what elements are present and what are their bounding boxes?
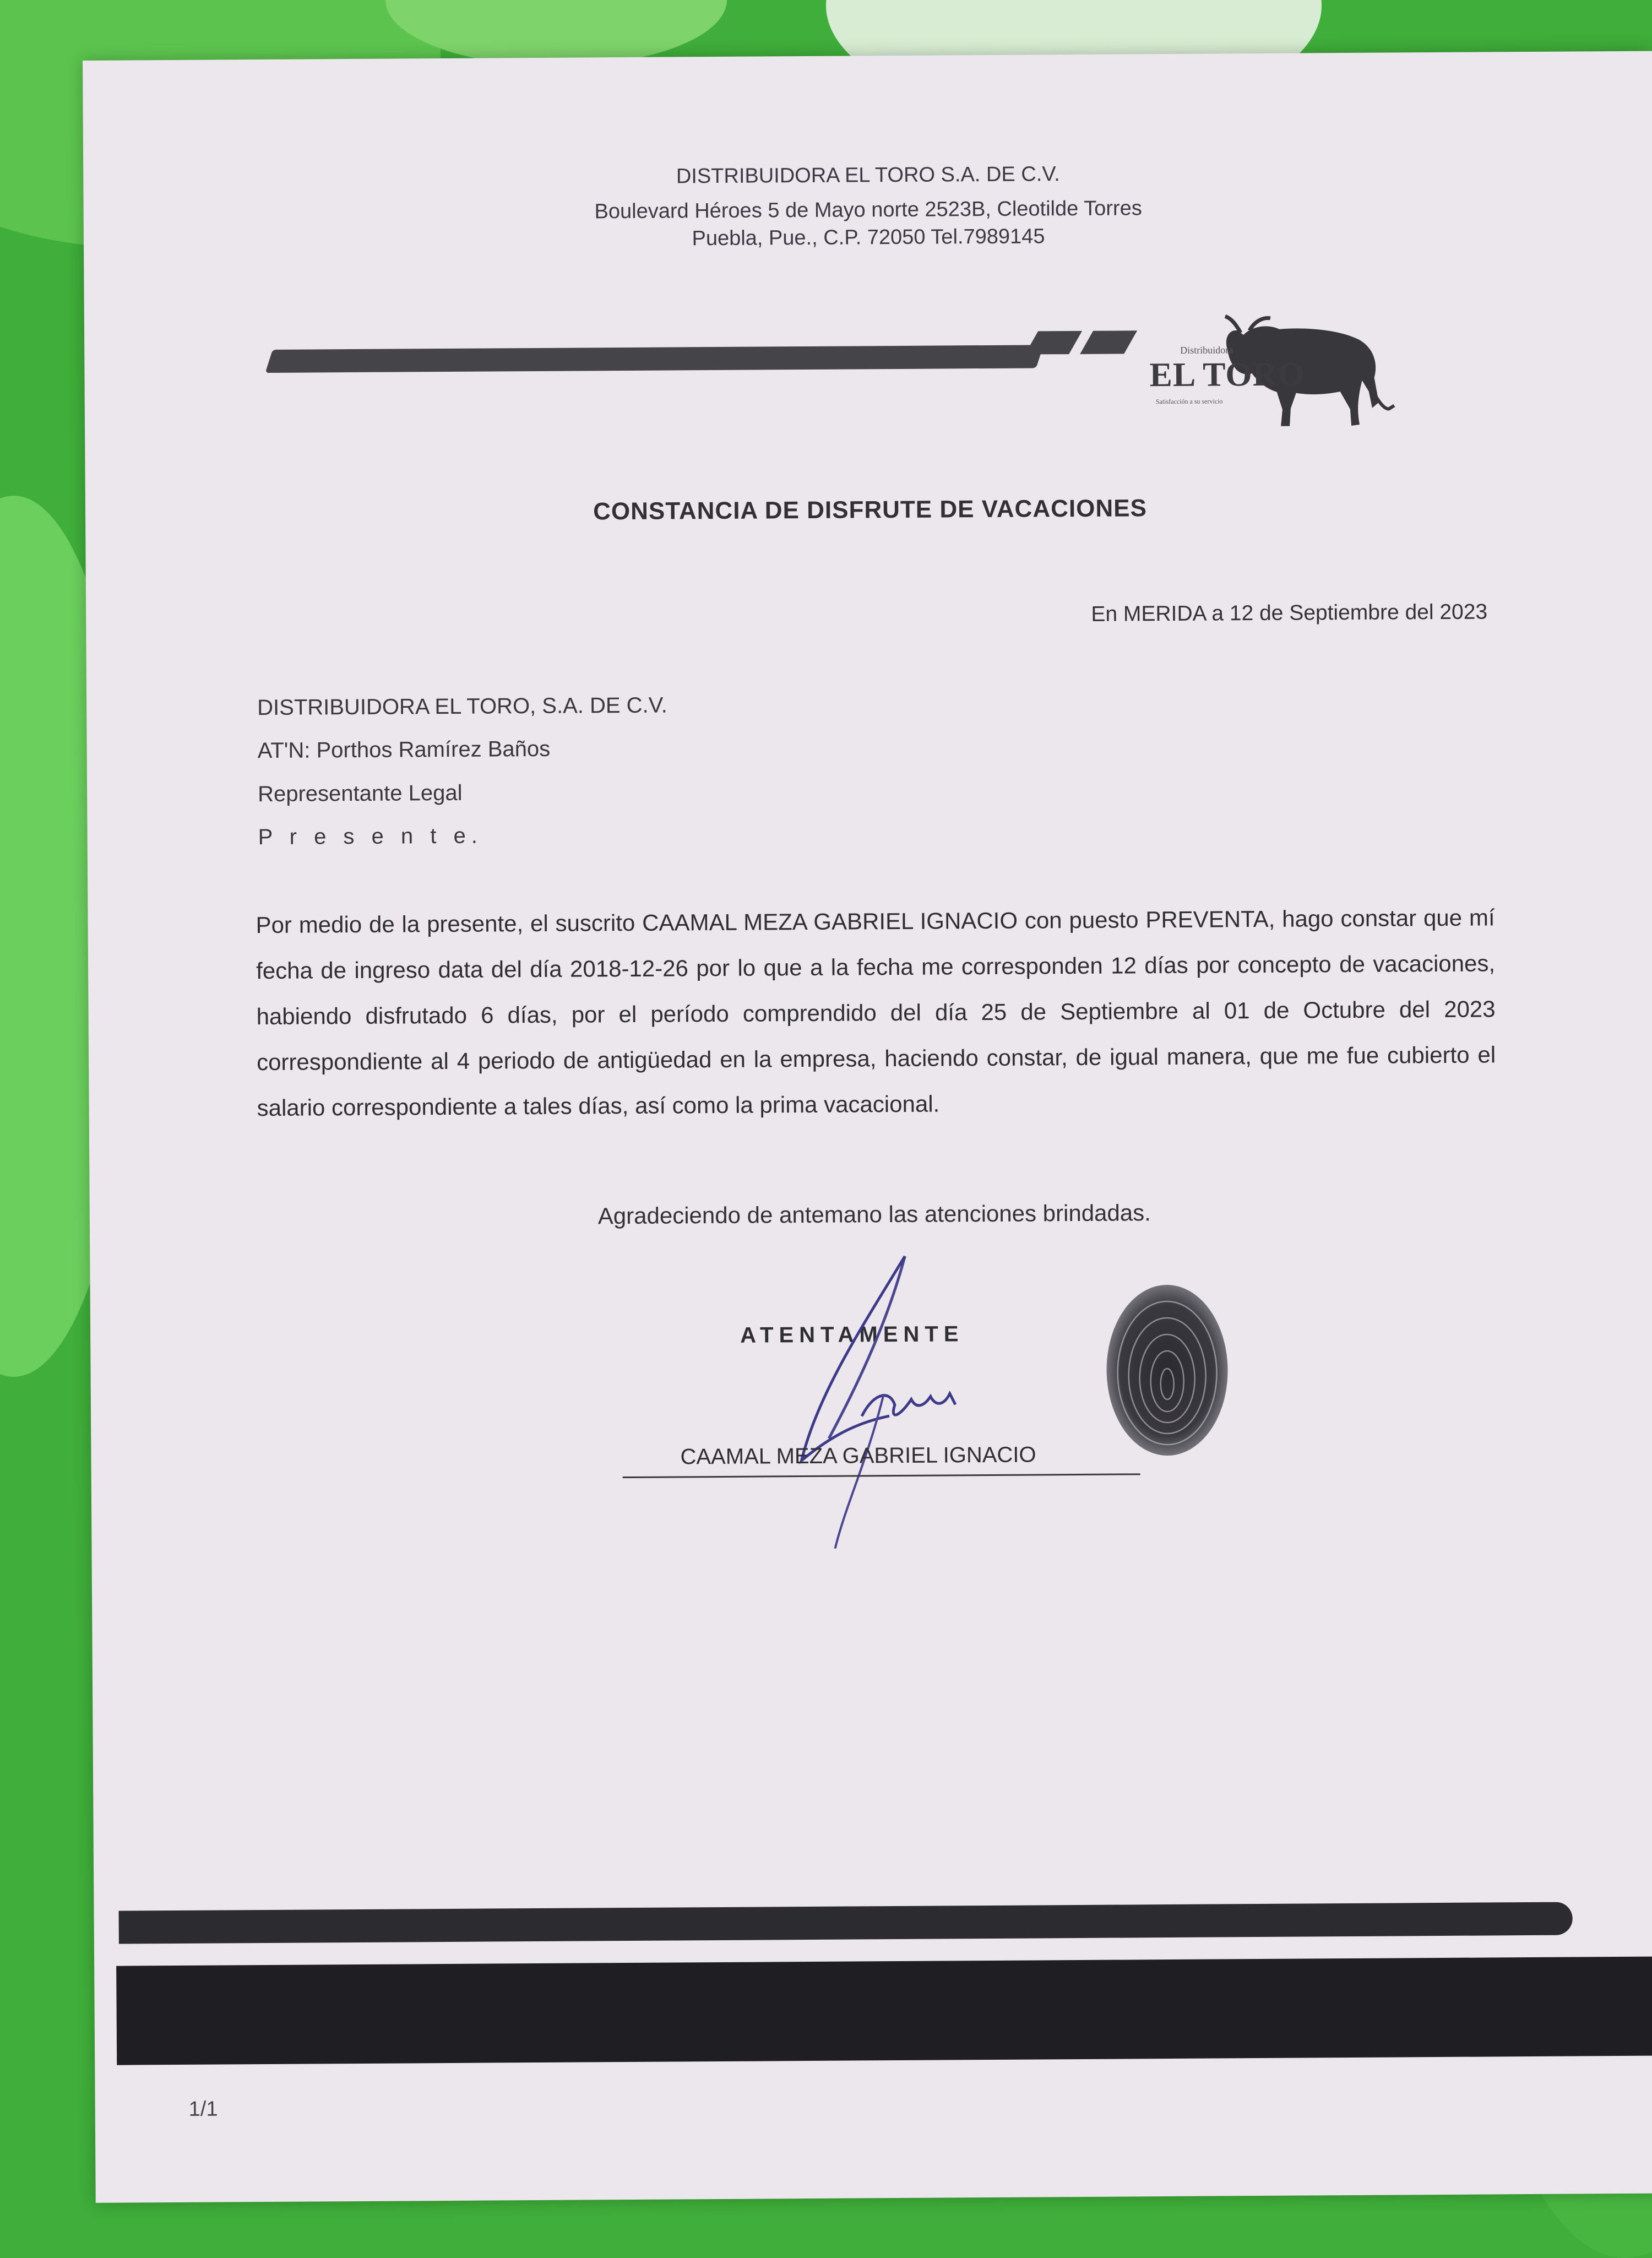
recipient-role: Representante Legal	[258, 780, 463, 807]
logo-tagline: Satisfacción a su servicio	[1155, 397, 1223, 406]
company-address-line2: Puebla, Pue., C.P. 72050 Tel.7989145	[692, 225, 1045, 251]
company-address-line1: Boulevard Héroes 5 de Mayo norte 2523B, Cleotilde Torres	[594, 197, 1142, 224]
date-line: En MERIDA a 12 de Septiembre del 2023	[1091, 600, 1488, 626]
logo-subtitle: Distribuidora	[1180, 344, 1233, 356]
logo-name: EL TORO	[1149, 355, 1305, 394]
signer-name: CAAMAL MEZA GABRIEL IGNACIO	[680, 1442, 1036, 1469]
header-stripe-dash	[1025, 331, 1082, 355]
recipient-greeting: P r e s e n t e.	[258, 823, 483, 850]
company-header: DISTRIBUIDORA EL TORO S.A. DE C.V.	[676, 162, 1060, 188]
recipient-company: DISTRIBUIDORA EL TORO, S.A. DE C.V.	[257, 693, 667, 720]
closing-line: Agradeciendo de antemano las atenciones brindadas.	[597, 1199, 1151, 1229]
recipient-attention: AT'N: Porthos Ramírez Baños	[257, 736, 551, 763]
page-number: 1/1	[188, 2097, 218, 2121]
fingerprint-icon	[1098, 1276, 1237, 1464]
footer-band	[116, 1957, 1652, 2065]
handwritten-signature-icon	[723, 1250, 1110, 1560]
body-paragraph: Por medio de la presente, el suscrito CAAMAL MEZA GABRIEL IGNACIO con puesto PREVENTA, hago constar que mí fecha de ingreso data del día 2018-12-26 por lo que a la fecha me corresponden 12 días por concepto de vacaciones, habiendo disfrutado 6 días, por el período comprendido del día 25 de Septiembre al 01 de Octubre del 2023 correspondiente al 4 periodo de antigüedad en la empresa, haciendo constar, de igual manera, que me fue cubierto el salario correspondiente a tales días, así como la prima vacacional.	[256, 904, 1496, 1121]
document-page	[83, 51, 1652, 2203]
document-title: CONSTANCIA DE DISFRUTE DE VACACIONES	[593, 495, 1147, 525]
sign-off: ATENTAMENTE	[740, 1322, 964, 1348]
header-stripe-dash	[1080, 330, 1137, 354]
header-stripe	[265, 345, 1044, 373]
footer-stripe	[119, 1902, 1573, 1944]
